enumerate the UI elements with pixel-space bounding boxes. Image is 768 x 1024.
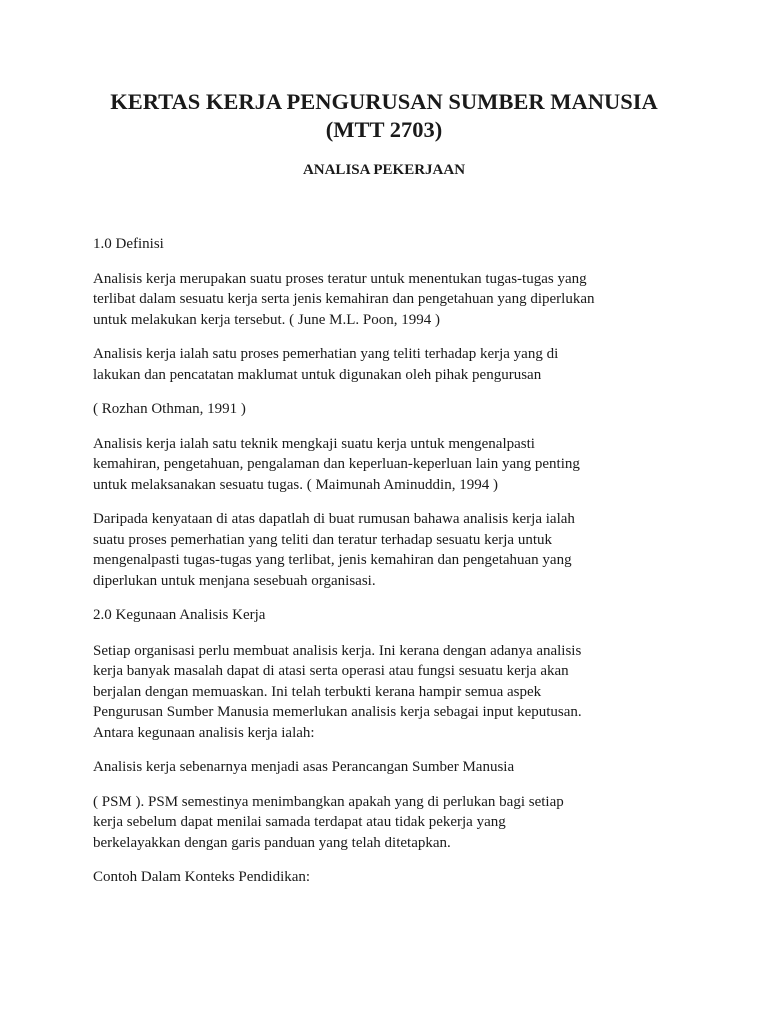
paragraph-line: kerja sebelum dapat menilai samada terdapat atau tidak pekerja yang xyxy=(93,814,506,830)
paragraph-line: Pengurusan Sumber Manusia memerlukan analisis kerja sebagai input keputusan. xyxy=(93,704,582,720)
paragraph-line: kerja banyak masalah dapat di atasi serta operasi atau fungsi sesuatu kerja akan xyxy=(93,663,569,679)
section-heading-kegunaan: 2.0 Kegunaan Analisis Kerja xyxy=(93,607,266,623)
paragraph-line: Analisis kerja ialah satu proses pemerhatian yang teliti terhadap kerja yang di xyxy=(93,346,559,362)
paragraph-definition-poon xyxy=(93,269,693,331)
paragraph-line: Analisis kerja ialah satu teknik mengkaji suatu kerja untuk mengenalpasti xyxy=(93,435,535,452)
section-heading-definisi: 1.0 Definisi xyxy=(93,236,164,252)
paragraph-summary xyxy=(93,509,693,591)
paragraph-line: suatu proses pemerhatian yang teliti dan teratur terhadap sesuatu kerja untuk xyxy=(93,531,553,548)
paragraph-line: mengenalpasti tugas-tugas yang terlibat, jenis kemahiran dan pengetahuan yang xyxy=(93,552,572,568)
paragraph-line: untuk melaksanakan sesuatu tugas. ( Maimunah Aminuddin, 1994 ) xyxy=(93,476,498,493)
document-title xyxy=(0,88,768,144)
document-title-line-2: (MTT 2703) xyxy=(325,117,443,142)
paragraph-definition-rozhan xyxy=(93,344,693,385)
document-subtitle: ANALISA PEKERJAAN xyxy=(302,162,466,178)
paragraph-example-heading xyxy=(93,867,693,888)
paragraph-line: Analisis kerja merupakan suatu proses teratur untuk menentukan tugas-tugas yang xyxy=(93,270,587,287)
paragraph-line: lakukan dan pencatatan maklumat untuk digunakan oleh pihak pengurusan xyxy=(93,366,542,383)
paragraph-line: ( PSM ). PSM semestinya menimbangkan apakah yang di perlukan bagi setiap xyxy=(93,793,564,810)
paragraph-definition-maimunah xyxy=(93,434,693,496)
paragraph-line: diperlukan untuk menjana sesebuah organisasi. xyxy=(93,572,376,589)
paragraph-psm-detail xyxy=(93,792,693,854)
paragraph-line: ( Rozhan Othman, 1991 ) xyxy=(93,401,246,417)
paragraph-line: Analisis kerja sebenarnya menjadi asas Perancangan Sumber Manusia xyxy=(93,759,515,775)
paragraph-line: Daripada kenyataan di atas dapatlah di buat rumusan bahawa analisis kerja ialah xyxy=(93,511,575,527)
paragraph-line: Contoh Dalam Konteks Pendidikan: xyxy=(93,869,311,885)
document-body xyxy=(93,234,693,888)
paragraph-citation-rozhan xyxy=(93,399,693,420)
paragraph-line: Antara kegunaan analisis kerja ialah: xyxy=(93,724,315,741)
paragraph-line: berkelayakkan dengan garis panduan yang telah ditetapkan. xyxy=(93,834,451,851)
document-title-line-1: KERTAS KERJA PENGURUSAN SUMBER MANUSIA xyxy=(110,89,658,114)
paragraph-purpose xyxy=(93,641,693,744)
paragraph-psm-basis xyxy=(93,757,693,778)
paragraph-line: kemahiran, pengetahuan, pengalaman dan keperluan-keperluan lain yang penting xyxy=(93,456,580,472)
paragraph-line: untuk melakukan kerja tersebut. ( June M.L. Poon, 1994 ) xyxy=(93,311,441,328)
paragraph-line: terlibat dalam sesuatu kerja serta jenis kemahiran dan pengetahuan yang diperlukan xyxy=(93,291,595,307)
paragraph-line: Setiap organisasi perlu membuat analisis kerja. Ini kerana dengan adanya analisis xyxy=(93,642,582,659)
paragraph-line: berjalan dengan memuaskan. Ini telah terbukti kerana hampir semua aspek xyxy=(93,683,542,700)
